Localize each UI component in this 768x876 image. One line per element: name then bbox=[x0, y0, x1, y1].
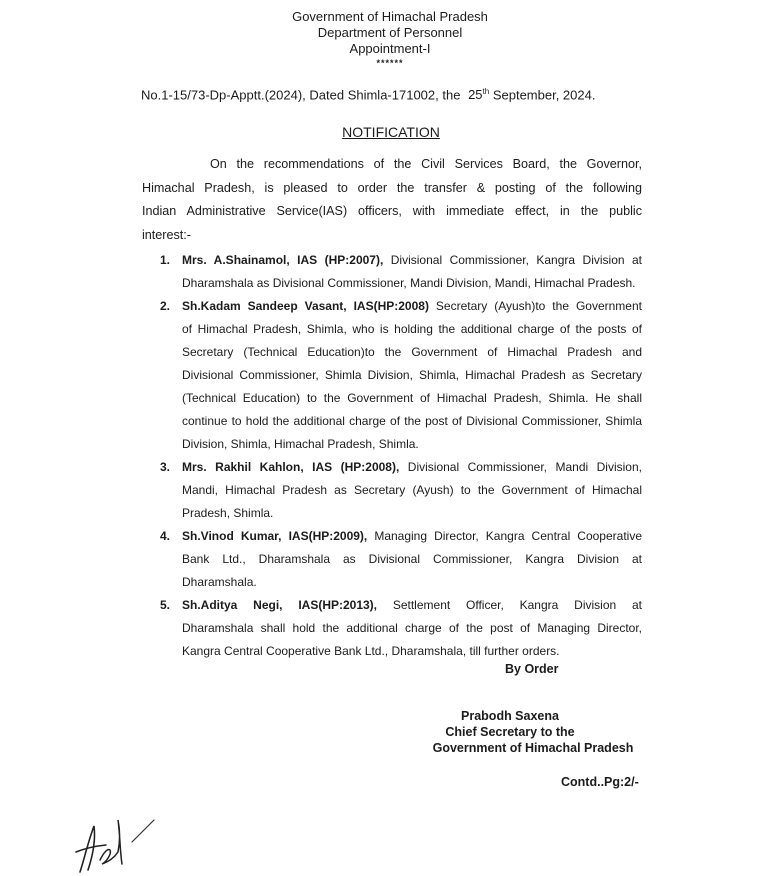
item-line bbox=[182, 456, 642, 479]
officer-name: Mrs. A.Shainamol, IAS (HP:2007), bbox=[182, 253, 384, 267]
item-line: Pradesh, Shimla. bbox=[182, 506, 274, 520]
item-line: (Technical Education) to the Government of Himachal Pradesh, Shimla. He shall bbox=[182, 391, 642, 405]
item-line: Dharamshala as Divisional Commissioner, Mandi Division, Mandi, Himachal Pradesh. bbox=[182, 276, 636, 290]
item-text: Secretary (Ayush)to the Government bbox=[428, 299, 642, 313]
officer-name: Sh.Aditya Negi, IAS(HP:2013), bbox=[182, 598, 378, 612]
item-line bbox=[182, 249, 642, 272]
notification-title: NOTIFICATION bbox=[342, 124, 440, 140]
reference-dated: Dated Shimla-171002, the bbox=[309, 87, 461, 103]
list-item bbox=[160, 456, 642, 525]
header-government: Government of Himachal Pradesh bbox=[292, 9, 488, 24]
reference-line bbox=[141, 87, 595, 102]
officer-list bbox=[160, 249, 642, 663]
reference-number: No.1-15/73-Dp-Apptt.(2024), bbox=[141, 87, 306, 103]
item-number: 1. bbox=[160, 253, 171, 267]
continued-note: Contd..Pg:2/- bbox=[561, 775, 639, 789]
header-section: Appointment-I bbox=[349, 41, 431, 56]
intro-line: Indian Administrative Service(IAS) officers, with immediate effect, in the public bbox=[142, 204, 642, 218]
item-text: Settlement Officer, Kangra Division at bbox=[377, 598, 642, 612]
notification-title-row bbox=[0, 124, 768, 142]
signatory-office: Government of Himachal Pradesh bbox=[432, 741, 634, 755]
officer-name: Sh.Kadam Sandeep Vasant, IAS(HP:2008) bbox=[182, 299, 429, 313]
item-line: continue to hold the additional charge of the post of Divisional Commissioner, Shimla bbox=[182, 414, 642, 428]
handwritten-initials-icon bbox=[70, 812, 165, 876]
intro-paragraph bbox=[142, 153, 642, 247]
item-text: Divisional Commissioner, Kangra Division at bbox=[383, 253, 643, 267]
item-number: 4. bbox=[160, 529, 171, 543]
item-line: Dharamshala. bbox=[182, 575, 257, 589]
officer-name: Sh.Vinod Kumar, IAS(HP:2009), bbox=[182, 529, 368, 543]
list-item bbox=[160, 594, 642, 663]
signatory-name: Prabodh Saxena bbox=[461, 709, 559, 723]
reference-month-year: September, 2024. bbox=[492, 87, 596, 103]
item-number: 3. bbox=[160, 460, 171, 474]
item-text: Divisional Commissioner, Mandi Division, bbox=[399, 460, 642, 474]
item-line: of Himachal Pradesh, Shimla, who is holding the additional charge of the posts of bbox=[182, 322, 642, 336]
item-line: Division, Shimla, Himachal Pradesh, Shimla. bbox=[182, 437, 419, 451]
intro-line: On the recommendations of the Civil Services Board, the Governor, bbox=[210, 157, 642, 171]
reference-day-suffix: th bbox=[482, 87, 490, 96]
item-line: Divisional Commissioner, Shimla Division, Shimla, Himachal Pradesh as Secretary bbox=[182, 368, 642, 382]
intro-line: Himachal Pradesh, is pleased to order the transfer & posting of the following bbox=[142, 180, 642, 195]
item-number: 2. bbox=[160, 299, 171, 313]
item-line bbox=[182, 594, 642, 617]
item-line: Dharamshala shall hold the additional charge of the post of Managing Director, bbox=[182, 621, 642, 635]
item-line: Mandi, Himachal Pradesh as Secretary (Ayush) to the Government of Himachal bbox=[182, 483, 642, 497]
item-number: 5. bbox=[160, 598, 171, 612]
list-item bbox=[160, 295, 642, 456]
item-line: Bank Ltd., Dharamshala as Divisional Commissioner, Kangra Division at bbox=[182, 552, 642, 566]
item-line bbox=[182, 295, 642, 318]
list-item bbox=[160, 525, 642, 594]
header-department: Department of Personnel bbox=[317, 25, 463, 40]
signatory-designation: Chief Secretary to the bbox=[445, 725, 575, 739]
item-line: Kangra Central Cooperative Bank Ltd., Dharamshala, till further orders. bbox=[182, 644, 560, 658]
item-text: Managing Director, Kangra Central Cooperative bbox=[367, 529, 642, 543]
reference-day: 25 bbox=[468, 87, 483, 103]
item-line bbox=[182, 525, 642, 548]
list-item bbox=[160, 249, 642, 295]
header-ornament: ****** bbox=[376, 58, 404, 68]
intro-line: interest:- bbox=[142, 227, 191, 242]
officer-name: Mrs. Rakhil Kahlon, IAS (HP:2008), bbox=[182, 460, 400, 474]
by-order: By Order bbox=[505, 662, 559, 676]
item-line: Secretary (Technical Education)to the Government of Himachal Pradesh and bbox=[182, 345, 642, 359]
